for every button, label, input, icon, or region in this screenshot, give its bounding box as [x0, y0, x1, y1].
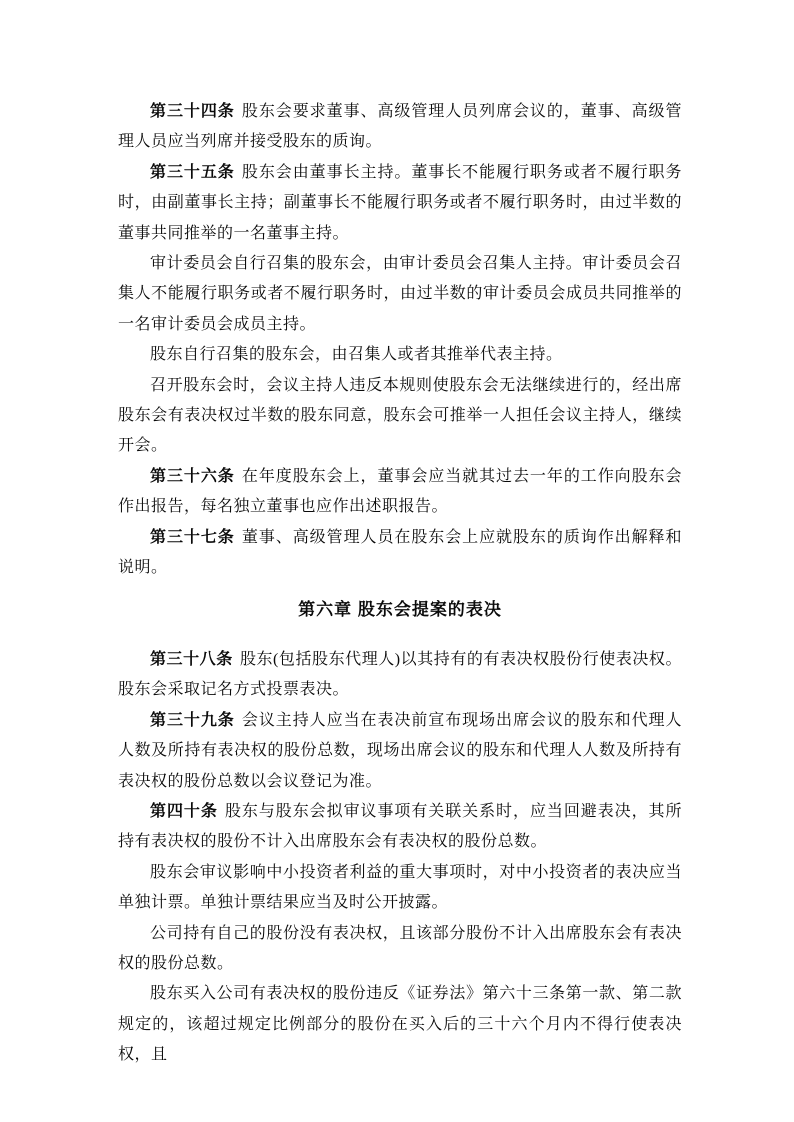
article-paragraph	[118, 797, 682, 858]
article-number: 第四十条	[150, 802, 218, 820]
article-number: 第三十四条	[150, 103, 235, 120]
body-paragraph: 审计委员会自行召集的股东会，由审计委员会召集人主持。审计委员会召集人不能履行职务或者不履行职务时，由过半数的审计委员会成员共同推举的一名审计委员会成员主持。	[118, 255, 682, 333]
article-text: 在年度股东会上，董事会应当就其过去一年的工作向股东会作出报告，每名独立董事也应作出述职报告。	[118, 467, 682, 516]
article-number: 第三十八条	[150, 650, 233, 668]
article-text: 董事、高级管理人员在股东会上应就股东的质询作出解释和说明。	[118, 528, 682, 577]
chapter-heading: 第六章 股东会提案的表决	[298, 599, 502, 619]
article-text: 股东(包括股东代理人)以其持有的有表决权股份行使表决权。股东会采取记名方式投票表决。	[118, 650, 682, 699]
article-text: 股东会要求董事、高级管理人员列席会议的，董事、高级管理人员应当列席并接受股东的质询。	[118, 103, 682, 151]
body-paragraph: 股东自行召集的股东会，由召集人或者其推举代表主持。	[150, 346, 563, 364]
article-text: 股东会由董事长主持。董事长不能履行职务或者不履行职务时，由副董事长主持；副董事长不能履行职务或者不履行职务时，由过半数的董事共同推举的一名董事主持。	[118, 163, 682, 242]
article-number: 第三十五条	[150, 163, 235, 181]
article-paragraph	[118, 97, 682, 158]
article-paragraph	[118, 158, 682, 249]
article-paragraph	[118, 645, 682, 706]
article-paragraph	[118, 706, 682, 797]
body-paragraph: 股东会审议影响中小投资者利益的重大事项时，对中小投资者的表决应当单独计票。单独计票结果应当及时公开披露。	[118, 863, 682, 912]
body-paragraph: 公司持有自己的股份没有表决权，且该部分股份不计入出席股东会有表决权的股份总数。	[118, 924, 682, 972]
article-text: 会议主持人应当在表决前宣布现场出席会议的股东和代理人人数及所持有表决权的股份总数，现场出席会议的股东和代理人人数及所持有表决权的股份总数以会议登记为准。	[118, 711, 682, 790]
article-number: 第三十九条	[150, 711, 235, 729]
article-number: 第三十七条	[150, 528, 235, 546]
body-paragraph: 股东买入公司有表决权的股份违反《证券法》第六十三条第一款、第二款规定的，该超过规定比例部分的股份在买入后的三十六个月内不得行使表决权，且	[118, 985, 682, 1064]
article-paragraph	[118, 523, 682, 584]
article-paragraph	[118, 462, 682, 523]
document-body	[118, 97, 682, 1071]
article-text: 股东与股东会拟审议事项有关联关系时，应当回避表决，其所持有表决权的股份不计入出席股东会有表决权的股份总数。	[118, 802, 682, 851]
article-number: 第三十六条	[150, 467, 235, 485]
body-paragraph: 召开股东会时，会议主持人违反本规则使股东会无法继续进行的，经出席股东会有表决权过半数的股东同意，股东会可推举一人担任会议主持人，继续开会。	[118, 376, 682, 455]
